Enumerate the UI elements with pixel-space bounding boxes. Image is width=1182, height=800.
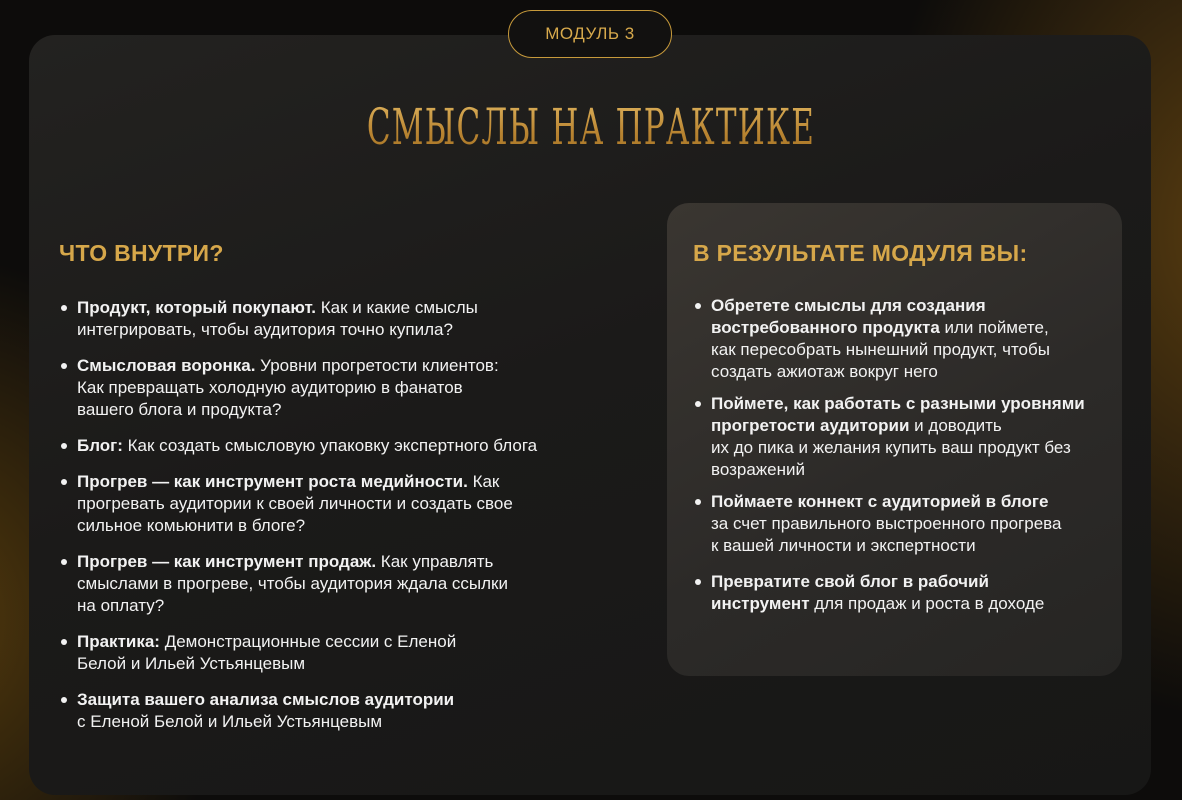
list-item-bold: Блог: xyxy=(77,436,123,455)
results-card xyxy=(667,203,1122,676)
list-item-text: Как и какие смыслы xyxy=(316,298,478,317)
bullet-icon xyxy=(61,305,67,311)
bullet-icon xyxy=(695,579,701,585)
list-item-text: Как превращать холодную аудиторию в фанатов xyxy=(77,378,463,397)
list-item-text: и доводить xyxy=(909,416,1002,435)
bullet-icon xyxy=(61,559,67,565)
bullet-icon xyxy=(695,401,701,407)
list-item xyxy=(59,631,619,675)
list-item-text: за счет правильного выстроенного прогрева xyxy=(711,514,1062,533)
list-item xyxy=(59,297,619,341)
list-item-bold: Смысловая воронка. xyxy=(77,356,256,375)
list-item-text: смыслами в прогреве, чтобы аудитория ждала ссылки xyxy=(77,574,508,593)
bullet-icon xyxy=(61,363,67,369)
list-item-text: Как управлять xyxy=(376,552,494,571)
list-item xyxy=(59,689,619,733)
list-item-bold: Поймаете коннект с аудиторией в блоге xyxy=(711,492,1049,511)
list-item-bold: Прогрев — как инструмент роста медийности. xyxy=(77,472,468,491)
list-item-text: или поймете, xyxy=(939,318,1049,337)
whats-inside-section xyxy=(59,240,619,747)
list-item-text: Как xyxy=(467,472,500,491)
whats-inside-list xyxy=(59,297,619,733)
bullet-icon xyxy=(61,639,67,645)
list-item xyxy=(59,551,619,617)
whats-inside-heading: ЧТО ВНУТРИ? xyxy=(59,240,224,266)
results-heading: В РЕЗУЛЬТАТЕ МОДУЛЯ ВЫ: xyxy=(693,240,1028,266)
bullet-icon xyxy=(695,303,701,309)
list-item-text: прогревать аудитории к своей личности и создать свое xyxy=(77,494,513,513)
list-item xyxy=(59,435,619,457)
list-item-text: интегрировать, чтобы аудитория точно купила? xyxy=(77,320,453,339)
list-item-text: создать ажиотаж вокруг него xyxy=(711,362,938,381)
list-item xyxy=(693,295,1108,383)
list-item xyxy=(693,393,1108,481)
list-item xyxy=(693,571,1108,615)
list-item-text: их до пика и желания купить ваш продукт без xyxy=(711,438,1071,457)
list-item-bold: Практика: xyxy=(77,632,160,651)
bullet-icon xyxy=(61,443,67,449)
list-item-text: Белой и Ильей Устьянцевым xyxy=(77,654,306,673)
list-item-bold: Продукт, который покупают. xyxy=(77,298,317,317)
list-item-text: Демонстрационные сессии с Еленой xyxy=(159,632,457,651)
list-item-bold: Превратите свой блог в рабочий xyxy=(711,572,989,591)
list-item-text: для продаж и роста в доходе xyxy=(809,594,1045,613)
module-badge: МОДУЛЬ 3 xyxy=(508,10,672,58)
list-item-bold: Защита вашего анализа смыслов аудитории xyxy=(77,690,455,709)
list-item-text: на оплату? xyxy=(77,596,165,615)
list-item xyxy=(693,491,1108,557)
page-title: СМЫСЛЫ НА ПРАКТИКЕ xyxy=(225,98,958,156)
list-item-text: как пересобрать нынешний продукт, чтобы xyxy=(711,340,1050,359)
list-item-bold: Прогрев — как инструмент продаж. xyxy=(77,552,377,571)
bullet-icon xyxy=(61,479,67,485)
list-item-text: к вашей личности и экспертности xyxy=(711,536,976,555)
list-item-bold: востребованного продукта xyxy=(711,318,940,337)
list-item-bold: Обретете смыслы для создания xyxy=(711,296,986,315)
list-item-text: вашего блога и продукта? xyxy=(77,400,282,419)
bullet-icon xyxy=(61,697,67,703)
list-item-bold: инструмент xyxy=(711,594,810,613)
list-item-text: возражений xyxy=(711,460,806,479)
list-item-bold: прогретости аудитории xyxy=(711,416,910,435)
list-item-bold: Поймете, как работать с разными уровнями xyxy=(711,394,1085,413)
results-list xyxy=(693,295,1108,615)
list-item xyxy=(59,471,619,537)
list-item-text: Как создать смысловую упаковку экспертного блога xyxy=(122,436,538,455)
bullet-icon xyxy=(695,499,701,505)
list-item-text: сильное комьюнити в блоге? xyxy=(77,516,306,535)
list-item-text: с Еленой Белой и Ильей Устьянцевым xyxy=(77,712,383,731)
list-item xyxy=(59,355,619,421)
list-item-text: Уровни прогретости клиентов: xyxy=(255,356,499,375)
